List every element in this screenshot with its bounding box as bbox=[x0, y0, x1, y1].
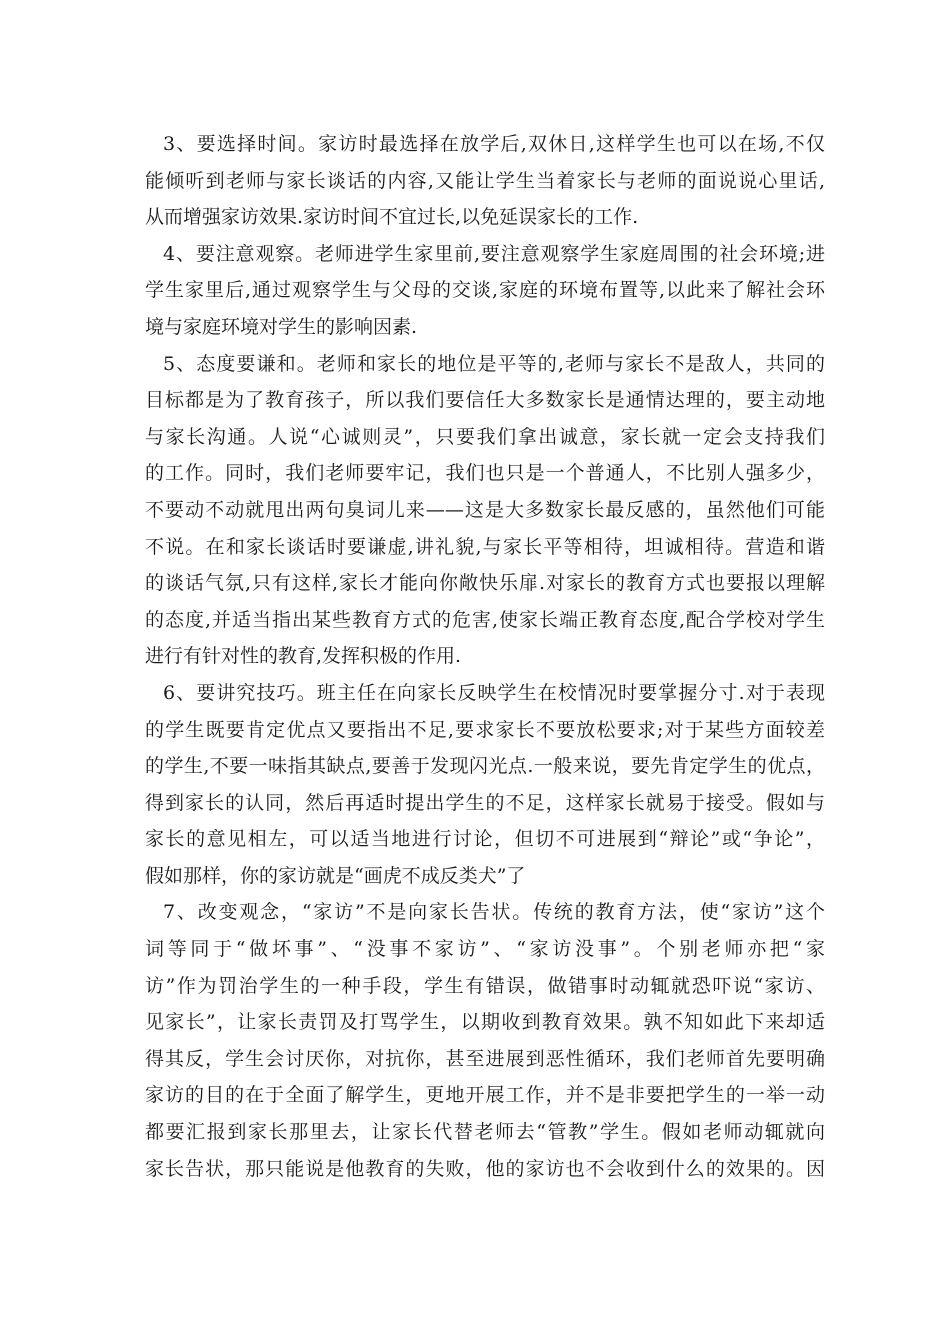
paragraph-6-line-4: 得到家长的认同，然后再适时提出学生的不足，这样家长就易于接受。假如与 bbox=[145, 791, 825, 814]
paragraph-5-line-8: 的态度,并适当指出某些教育方式的危害,使家长端正教育态度,配合学校对学生 bbox=[145, 608, 825, 631]
paragraph-4-line-3: 境与家庭环境对学生的影响因素. bbox=[145, 315, 418, 338]
paragraph-5-line-6: 不说。在和家长谈话时要谦虚,讲礼貌,与家长平等相待，坦诚相待。营造和谐 bbox=[145, 535, 825, 558]
paragraph-4-line-2: 学生家里后,通过观察学生与父母的交谈,家庭的环境布置等,以此来了解社会环 bbox=[145, 279, 825, 302]
paragraph-5-line-4: 的工作。同时，我们老师要牢记，我们也只是一个普通人，不比别人强多少， bbox=[145, 462, 825, 485]
paragraph-7-line-3: 访”作为罚治学生的一种手段，学生有错误，做错事时动辄就恐吓说“家访、 bbox=[145, 974, 825, 997]
paragraph-7-line-6: 家访的目的在于全面了解学生，更地开展工作，并不是非要把学生的一举一动 bbox=[145, 1084, 825, 1107]
paragraph-7-line-5: 得其反，学生会讨厌你，对抗你，甚至进展到恶性循环，我们老师首先要明确 bbox=[145, 1047, 825, 1070]
paragraph-5-line-7: 的谈话气氛,只有这样,家长才能向你敞快乐扉.对家长的教育方式也要报以理解 bbox=[145, 572, 825, 595]
paragraph-6-line-3: 的学生,不要一味指其缺点,要善于发现闪光点.一般来说，要先肯定学生的优点， bbox=[145, 755, 825, 778]
paragraph-6-line-6: 假如那样，你的家访就是“画虎不成反类犬”了 bbox=[145, 864, 526, 887]
paragraph-7-line-1: 7、改变观念，“家访”不是向家长告状。传统的教育方法，使“家访”这个 bbox=[163, 901, 825, 924]
paragraph-7-line-4: 见家长”，让家长责罚及打骂学生，以期收到教育效果。孰不知如此下来却适 bbox=[145, 1011, 825, 1034]
paragraph-7-line-7: 都要汇报到家长那里去，让家长代替老师去“管教”学生。假如老师动辄就向 bbox=[145, 1121, 825, 1144]
paragraph-4-line-1: 4、要注意观察。老师进学生家里前,要注意观察学生家庭周围的社会环境;进 bbox=[163, 242, 825, 265]
paragraph-6-line-2: 的学生既要肯定优点又要指出不足,要求家长不要放松要求;对于某些方面较差 bbox=[145, 718, 825, 741]
paragraph-5-line-5: 不要动不动就甩出两句臭词儿来——这是大多数家长最反感的，虽然他们可能 bbox=[145, 498, 825, 521]
paragraph-3-line-2: 能倾听到老师与家长谈话的内容,又能让学生当着家长与老师的面说说心里话, bbox=[145, 169, 825, 192]
paragraph-6-line-5: 家长的意见相左，可以适当地进行讨论，但切不可进展到“辩论”或“争论”， bbox=[145, 828, 825, 851]
paragraph-5-line-1: 5、态度要谦和。老师和家长的地位是平等的,老师与家长不是敌人，共同的 bbox=[163, 352, 825, 375]
paragraph-7-line-2: 词等同于“做坏事”、“没事不家访”、“家访没事”。个别老师亦把“家 bbox=[145, 938, 825, 961]
paragraph-5-line-2: 目标都是为了教育孩子，所以我们要信任大多数家长是通情达理的，要主动地 bbox=[145, 389, 825, 412]
paragraph-3-line-1: 3、要选择时间。家访时最选择在放学后,双休日,这样学生也可以在场,不仅 bbox=[163, 133, 825, 155]
paragraph-5-line-9: 进行有针对性的教育,发挥积极的作用. bbox=[145, 645, 462, 668]
paragraph-6-line-1: 6、要讲究技巧。班主任在向家长反映学生在校情况时要掌握分寸.对于表现 bbox=[163, 681, 825, 704]
paragraph-3-line-3: 从而增强家访效果.家访时间不宜过长,以免延误家长的工作. bbox=[145, 206, 639, 229]
paragraph-5-line-3: 与家长沟通。人说“心诚则灵”，只要我们拿出诚意，家长就一定会支持我们 bbox=[145, 425, 825, 448]
paragraph-7-line-8: 家长告状，那只能说是他教育的失败，他的家访也不会收到什么的效果的。因 bbox=[145, 1157, 825, 1180]
document-body bbox=[145, 126, 825, 1187]
